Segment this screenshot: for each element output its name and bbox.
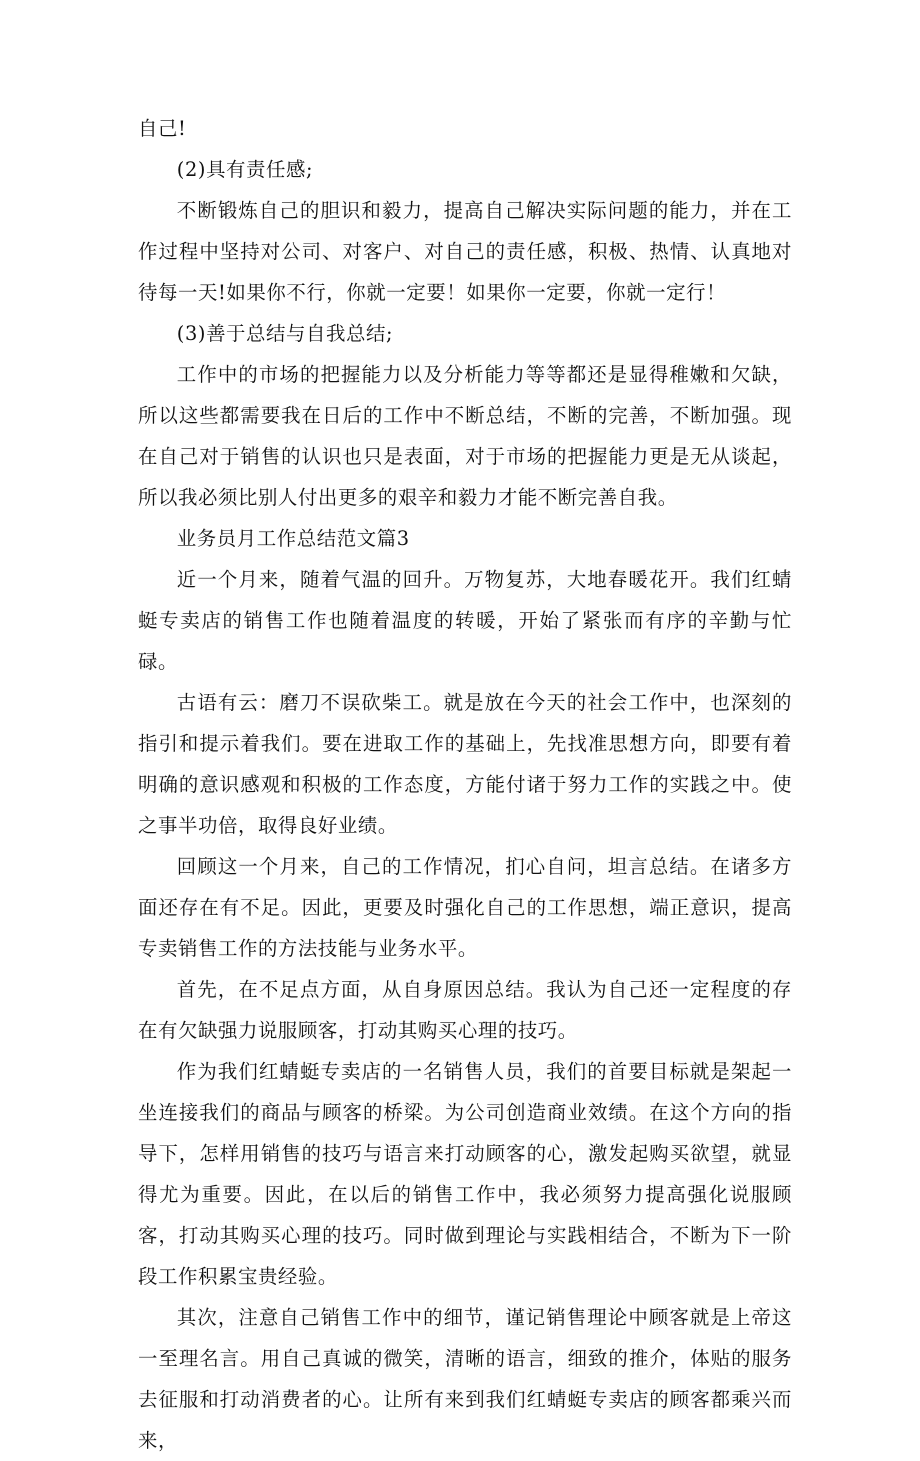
- paragraph-1: 自己!: [138, 117, 187, 140]
- section-heading: 业务员月工作总结范文篇3: [176, 527, 410, 550]
- paragraph-7: 近一个月来，随着气温的回升。万物复苏，大地春暖花开。我们红蜻蜓专卖店的销售工作也随着温度的转暖，开始了紧张而有序的辛勤与忙碌。: [138, 568, 792, 673]
- document-body: [138, 108, 792, 1461]
- paragraph-11: 作为我们红蜻蜓专卖店的一名销售人员，我们的首要目标就是架起一坐连接我们的商品与顾客的桥梁。为公司创造商业效绩。在这个方向的指导下，怎样用销售的技巧与语言来打动顾客的心，激发起购买欲望，就显得尤为重要。因此，在以后的销售工作中，我必须努力提高强化说服顾客，打动其购买心理的技巧。同时做到理论与实践相结合，不断为下一阶段工作积累宝贵经验。: [138, 1060, 792, 1288]
- paragraph-9: 回顾这一个月来，自己的工作情况，扪心自问，坦言总结。在诸多方面还存在有不足。因此，更要及时强化自己的工作思想，端正意识，提高专卖销售工作的方法技能与业务水平。: [138, 855, 792, 960]
- paragraph-5: 工作中的市场的把握能力以及分析能力等等都还是显得稚嫩和欠缺，所以这些都需要我在日后的工作中不断总结，不断的完善，不断加强。现在自己对于销售的认识也只是表面，对于市场的把握能力更是无从谈起，所以我必须比别人付出更多的艰辛和毅力才能不断完善自我。: [138, 363, 792, 509]
- paragraph-10: 首先，在不足点方面，从自身原因总结。我认为自己还一定程度的存在有欠缺强力说服顾客，打动其购买心理的技巧。: [138, 978, 792, 1042]
- paragraph-12: 其次，注意自己销售工作中的细节，谨记销售理论中顾客就是上帝这一至理名言。用自己真诚的微笑，清晰的语言，细致的推介，体贴的服务去征服和打动消费者的心。让所有来到我们红蜻蜓专卖店的顾客都乘兴而来，: [138, 1306, 792, 1452]
- paragraph-8: 古语有云：磨刀不误砍柴工。就是放在今天的社会工作中，也深刻的指引和提示着我们。要在进取工作的基础上，先找准思想方向，即要有着明确的意识感观和积极的工作态度，方能付诸于努力工作的实践之中。使之事半功倍，取得良好业绩。: [138, 691, 792, 837]
- paragraph-4: (3)善于总结与自我总结;: [176, 322, 394, 345]
- paragraph-2: (2)具有责任感;: [176, 158, 314, 181]
- paragraph-3: 不断锻炼自己的胆识和毅力，提高自己解决实际问题的能力，并在工作过程中坚持对公司、对客户、对自己的责任感，积极、热情、认真地对待每一天!如果你不行，你就一定要！如果你一定要，你就一定行！: [138, 199, 792, 304]
